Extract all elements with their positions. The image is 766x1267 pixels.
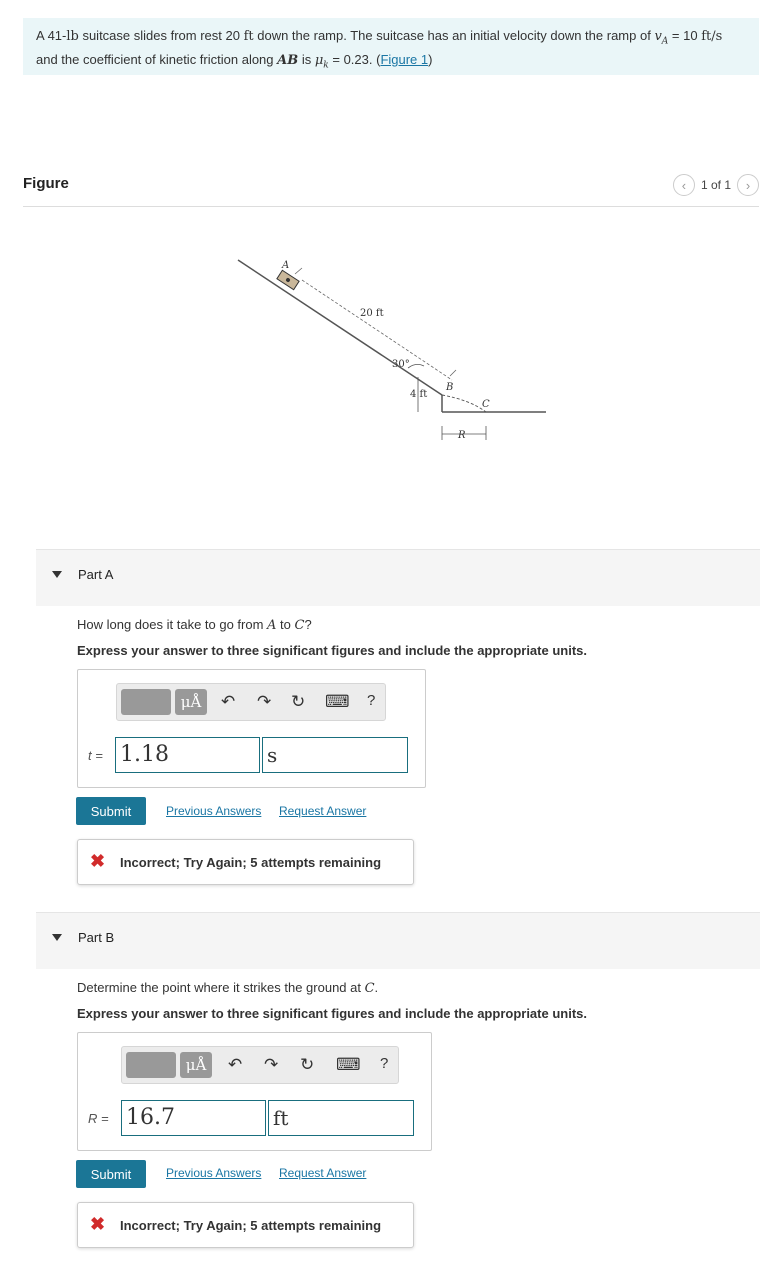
question-text: to [276, 617, 295, 632]
part-a-feedback [77, 839, 414, 885]
question-text: Determine the point where it strikes the ground at [77, 980, 365, 995]
part-b-request-answer-link[interactable]: Request Answer [279, 1166, 367, 1180]
ramp-figure [230, 250, 550, 450]
unit-lb: lb [66, 29, 79, 44]
label-dist: 20 ft [360, 308, 384, 319]
keyboard-icon[interactable]: ⌨ [336, 1055, 361, 1074]
collapse-icon[interactable] [52, 934, 62, 941]
part-b-label: Part B [78, 930, 115, 945]
problem-text: and the coefficient of kinetic friction along [36, 51, 278, 67]
collapse-icon[interactable] [52, 571, 62, 578]
part-a-question [77, 617, 312, 633]
part-a-previous-answers-link[interactable]: Previous Answers [166, 804, 262, 818]
segment-ab: AB [277, 52, 299, 68]
part-b-instruction: Express your answer to three significant figures and include the appropriate units. [77, 1006, 587, 1021]
templates-icon[interactable] [126, 1052, 176, 1078]
help-icon[interactable]: ? [380, 1055, 389, 1072]
label-angle: 30° [392, 359, 410, 370]
units-icon[interactable]: μÅ [175, 689, 207, 715]
label-height: 4 ft [410, 389, 428, 400]
answer-unit-input[interactable]: ft [268, 1100, 414, 1136]
ramp-line [238, 260, 442, 395]
problem-text: A 41- [36, 28, 67, 43]
next-figure-icon[interactable]: › [737, 174, 759, 196]
problem-text: = 10 [668, 28, 702, 43]
units-icon[interactable]: μÅ [180, 1052, 212, 1078]
part-a-submit-button[interactable]: Submit [76, 797, 146, 825]
feedback-text: Incorrect; Try Again; 5 attempts remaining [120, 1218, 382, 1233]
incorrect-icon: ✖ [90, 851, 106, 871]
part-b-previous-answers-link[interactable]: Previous Answers [166, 1166, 262, 1180]
point-a: A [267, 618, 277, 633]
problem-statement [23, 18, 759, 75]
answer-value-input[interactable]: 1.18 [115, 737, 260, 773]
redo-icon[interactable]: ↷ [264, 1055, 279, 1074]
label-b: B [446, 382, 454, 393]
label-c: C [482, 399, 490, 410]
unit-ft: ft [243, 29, 254, 44]
keyboard-icon[interactable]: ⌨ [325, 692, 350, 711]
part-a-request-answer-link[interactable]: Request Answer [279, 804, 367, 818]
part-b-answer-box [77, 1032, 432, 1151]
problem-text: down the ramp. The suitcase has an initial velocity down the ramp of [253, 28, 655, 43]
question-text: . [374, 980, 379, 995]
point-c: C [294, 618, 305, 633]
velocity-subscript: A [661, 36, 669, 47]
trajectory-path [442, 395, 486, 412]
prev-figure-icon[interactable]: ‹ [673, 174, 695, 196]
variable-label-t: t = [88, 748, 103, 763]
answer-value-input[interactable]: 16.7 [121, 1100, 266, 1136]
label-r: R [458, 430, 466, 441]
undo-icon[interactable]: ↶ [228, 1055, 243, 1074]
velocity-symbol: v [654, 29, 662, 44]
feedback-text: Incorrect; Try Again; 5 attempts remaining [120, 855, 382, 870]
question-text: ? [304, 617, 312, 632]
help-icon[interactable]: ? [367, 692, 376, 709]
problem-text: ) [428, 51, 433, 67]
mu-symbol: μ [314, 52, 324, 68]
part-a-instruction: Express your answer to three significant figures and include the appropriate units. [77, 643, 587, 658]
mu-subscript: k [323, 60, 329, 71]
part-a-header[interactable] [36, 549, 760, 606]
problem-text: is [298, 51, 315, 67]
figure-title: Figure [23, 175, 69, 192]
problem-text: suitcase slides from rest 20 [78, 28, 244, 43]
reset-icon[interactable]: ↻ [300, 1055, 315, 1074]
figure-header [23, 170, 759, 207]
math-toolbar [121, 1046, 399, 1084]
problem-text: = 0.23. ( [328, 51, 381, 67]
figure-link[interactable]: Figure 1 [380, 51, 429, 67]
label-a: A [282, 260, 290, 271]
point-c: C [364, 981, 375, 996]
undo-icon[interactable]: ↶ [221, 692, 236, 711]
part-b-header[interactable] [36, 912, 760, 969]
part-b-submit-button[interactable]: Submit [76, 1160, 146, 1188]
redo-icon[interactable]: ↷ [257, 692, 272, 711]
templates-icon[interactable] [121, 689, 171, 715]
angle-arc [408, 364, 424, 368]
dimension-line [302, 280, 452, 380]
part-b-feedback [77, 1202, 414, 1248]
math-toolbar [116, 683, 386, 721]
reset-icon[interactable]: ↻ [291, 692, 306, 711]
incorrect-icon: ✖ [90, 1214, 106, 1234]
part-b-question [77, 980, 378, 996]
variable-label-r: R = [88, 1111, 109, 1126]
answer-unit-input[interactable]: s [262, 737, 408, 773]
figure-pager [673, 174, 759, 196]
part-a-answer-box [77, 669, 426, 788]
pager-text: 1 of 1 [700, 178, 731, 192]
unit-fts: ft/s [701, 29, 723, 44]
part-a-label: Part A [78, 567, 114, 582]
question-text: How long does it take to go from [77, 617, 268, 632]
